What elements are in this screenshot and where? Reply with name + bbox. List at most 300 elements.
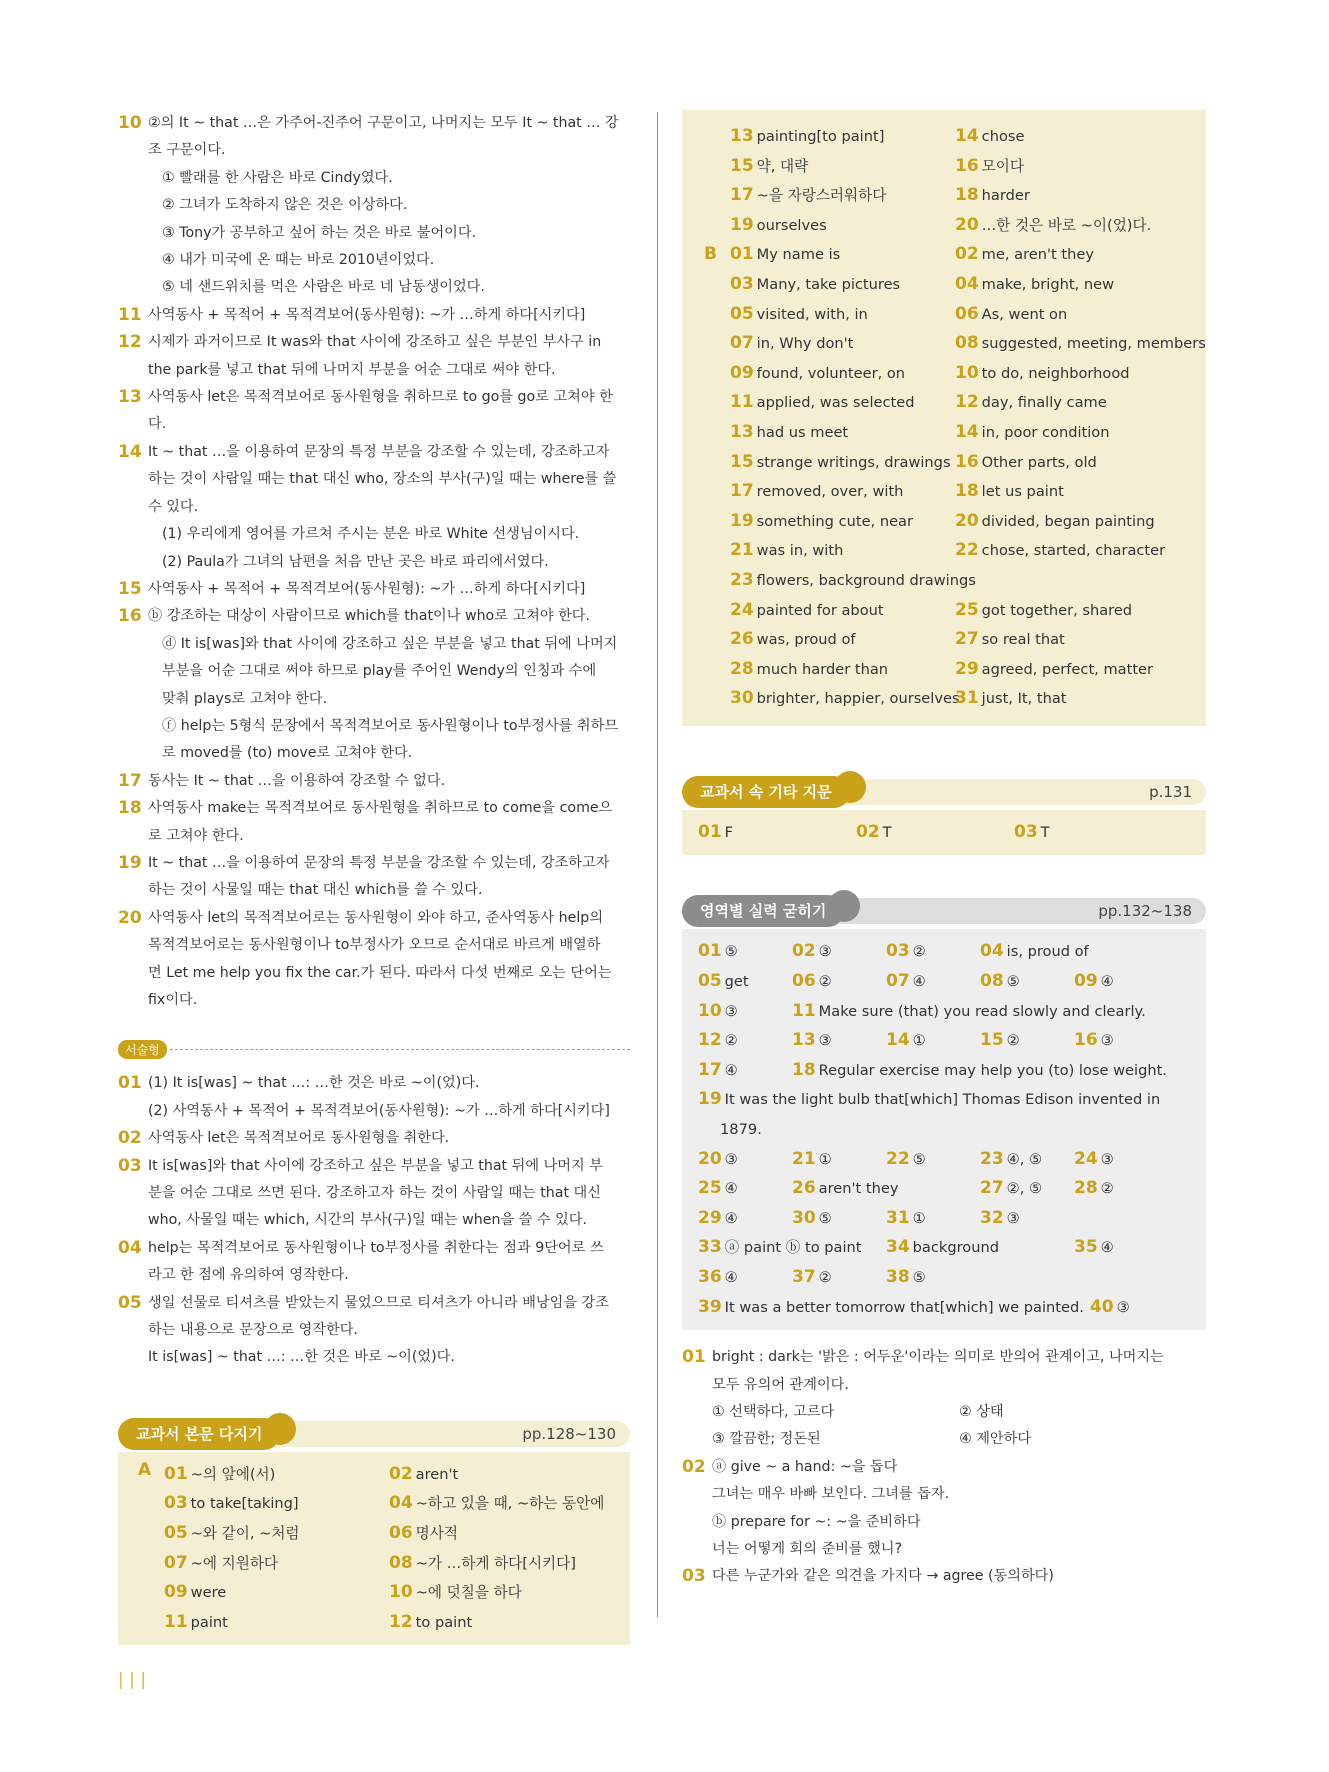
answer-cell [955, 536, 1180, 566]
answer-cell [955, 566, 1180, 596]
item-number: 13 [118, 387, 142, 408]
answer-grid [164, 1460, 614, 1638]
answer-text: just, It, that [981, 690, 1067, 708]
answer-number: 06 [389, 1523, 413, 1544]
item-text: fix이다. [148, 992, 198, 1008]
answer-cell [730, 596, 955, 626]
answer-number: 01 [698, 821, 722, 842]
answer-item [118, 329, 630, 384]
answer-cell [164, 1519, 389, 1549]
answer-cell [389, 1460, 614, 1490]
answer-text: ④ [724, 1269, 738, 1286]
answer-cell [1074, 1263, 1168, 1293]
item-number: 03 [118, 1155, 142, 1176]
left-column [118, 110, 630, 1645]
answer-cell [792, 937, 886, 967]
item-number: 03 [682, 1566, 706, 1587]
answer-cell [980, 937, 1089, 967]
answer-number: 33 [698, 1237, 722, 1258]
answer-number: 11 [792, 1000, 816, 1021]
item-number: 12 [118, 332, 142, 353]
answer-cell [1074, 1204, 1168, 1234]
answer-cell [698, 818, 856, 848]
answer-grid-a [730, 122, 1190, 240]
answer-number: 24 [1074, 1148, 1098, 1169]
answer-text: ② [818, 1269, 832, 1286]
answer-text: chose [981, 128, 1025, 145]
answer-text: to do, neighborhood [981, 364, 1130, 382]
answer-number: 25 [955, 599, 979, 620]
item-subtext: ③ Tony가 공부하고 싶어 하는 것은 바로 불어이다. [162, 224, 477, 241]
answer-number: 06 [955, 303, 979, 324]
answer-number: 21 [730, 540, 754, 561]
header-circle [834, 771, 866, 803]
answer-cell [792, 1026, 886, 1056]
answer-text: ② [818, 973, 832, 991]
answer-cell [792, 1263, 886, 1293]
answer-item [118, 850, 630, 905]
answer-item [118, 1290, 630, 1372]
section-title: 영역별 실력 굳히기 [682, 895, 844, 927]
answer-row [698, 1056, 1190, 1086]
answer-row [698, 997, 1190, 1027]
answer-cell [955, 448, 1180, 478]
answer-cell [698, 967, 792, 997]
answer-cell [730, 270, 955, 300]
answer-cell [698, 1085, 1190, 1115]
answer-number: 10 [698, 1000, 722, 1021]
answer-cell [886, 1026, 980, 1056]
item-text: It ~ that …을 이용하여 문장의 특정 부분을 강조할 수 있는데, 강조하고자 [148, 443, 610, 460]
answer-text: ③ [1006, 1209, 1020, 1227]
answer-text: ③ [1116, 1298, 1130, 1316]
section-letter: B [704, 244, 717, 265]
answer-row [698, 1204, 1190, 1234]
choice: ② 상태 [959, 1404, 1004, 1420]
answer-number: 27 [980, 1178, 1004, 1199]
answer-text: ④ [1100, 1239, 1114, 1257]
answer-number: 20 [955, 214, 979, 235]
answer-number: 18 [792, 1059, 816, 1080]
answer-text: It was the light bulb that[which] Thomas Edison invented in [724, 1091, 1161, 1109]
answer-cell [886, 1174, 980, 1204]
item-text: 그녀는 매우 바빠 보인다. 그녀를 돕자. [712, 1486, 950, 1503]
item-number: 04 [118, 1237, 142, 1258]
item-number: 05 [118, 1292, 142, 1313]
answer-cell [730, 240, 955, 270]
answer-number: 11 [730, 392, 754, 413]
answer-number: 05 [164, 1523, 188, 1544]
answer-cell [698, 1233, 886, 1263]
answer-cell [698, 1056, 792, 1086]
answer-number: 17 [698, 1059, 722, 1080]
answer-cell [792, 1174, 899, 1204]
answer-cell [730, 418, 955, 448]
answer-text: ⑤ [912, 1269, 926, 1286]
item-text: It ~ that …을 이용하여 문장의 특정 부분을 강조할 수 있는데, 강조하고자 [148, 854, 610, 871]
answer-number: 16 [1074, 1030, 1098, 1051]
answer-item [118, 905, 630, 1015]
answer-number: 01 [698, 941, 722, 962]
answer-cell [886, 1233, 1074, 1263]
textbook-section [118, 1416, 630, 1646]
answer-number: 13 [730, 126, 754, 146]
answer-box-inner [138, 1459, 614, 1638]
column-divider [657, 112, 658, 1617]
item-text: It is[was]와 that 사이에 강조하고 싶은 부분을 넣고 that 뒤에 나머지 부 [148, 1157, 603, 1174]
answer-row [698, 1145, 1190, 1175]
item-text: 하는 것이 사물일 때는 that 대신 which를 쓸 수 있다. [148, 882, 483, 899]
item-text: 분을 어순 그대로 쓰면 된다. 강조하고자 하는 것이 사람일 때는 that 대신 [148, 1185, 601, 1202]
answer-number: 10 [955, 362, 979, 383]
answer-cell [730, 684, 960, 714]
answer-text: ④ [1100, 973, 1114, 991]
answer-cell [792, 967, 886, 997]
answer-item [682, 1454, 1206, 1564]
answer-text: much harder than [756, 660, 889, 678]
answer-cell [1074, 967, 1168, 997]
item-subtext: (1) 우리에게 영어를 가르쳐 주시는 분은 바로 White 선생님이시다. [162, 526, 580, 543]
item-number: 02 [682, 1456, 706, 1477]
answer-text: My name is [756, 246, 841, 264]
answer-text: ~을 자랑스러워하다 [756, 187, 887, 205]
answer-text: ⑤ [818, 1209, 832, 1227]
section-letter: A [138, 1459, 152, 1480]
answer-item [118, 1235, 630, 1290]
answer-number: 19 [698, 1089, 722, 1110]
answer-text: applied, was selected [756, 394, 915, 412]
item-number: 11 [118, 304, 142, 325]
answer-number: 38 [886, 1267, 910, 1287]
item-subtext: ⓓ It is[was]와 that 사이에 강조하고 싶은 부분을 넣고 that 뒤에 나머지 [162, 635, 618, 652]
answer-cell [980, 1174, 1074, 1204]
answer-text: is, proud of [1006, 943, 1089, 961]
answer-number: 05 [698, 971, 722, 992]
item-number: 14 [118, 441, 142, 462]
answer-item [118, 768, 630, 795]
answer-text: let us paint [981, 483, 1064, 501]
spacer [682, 1330, 1206, 1344]
answer-cell [955, 300, 1180, 330]
answer-number: 39 [698, 1296, 722, 1317]
item-text: 면 Let me help you fix the car.가 된다. 따라서 다섯 번째로 오는 단어는 [148, 964, 612, 981]
answer-cell [389, 1549, 614, 1579]
answer-number: 14 [955, 421, 979, 442]
answer-cell [1014, 818, 1172, 848]
answer-text: Regular exercise may help you (to) lose weight. [818, 1061, 1167, 1079]
answer-text: harder [981, 187, 1030, 205]
answer-text: ⑤ [1006, 973, 1020, 991]
answer-text: 명사적 [415, 1525, 458, 1543]
answer-cell [730, 211, 955, 241]
answer-text: ~에 지원하다 [190, 1554, 279, 1572]
answer-cell [698, 1204, 792, 1234]
answer-box-inner [704, 122, 1206, 714]
answer-text: were [190, 1584, 227, 1602]
item-text: 너는 어떻게 회의 준비를 했니? [712, 1541, 903, 1558]
answer-cell [1090, 1293, 1130, 1323]
item-number: 02 [118, 1128, 142, 1149]
answer-cell [698, 1174, 792, 1204]
answer-cell [886, 1204, 980, 1234]
item-text: (2) 사역동사 + 목적어 + 목적격보어(동사원형): ~가 …하게 하다[시키다] [148, 1102, 610, 1119]
answer-number: 18 [955, 185, 979, 206]
item-text: 사역동사 let의 목적격보어로는 동사원형이 와야 하고, 준사역동사 help의 [148, 909, 604, 926]
answer-row [698, 1115, 1190, 1145]
answer-item [118, 302, 630, 329]
answer-text: ③ [724, 1150, 738, 1168]
answer-number: 19 [730, 510, 754, 531]
answer-cell [698, 1145, 792, 1175]
answer-row [698, 1174, 1190, 1204]
answer-text: It was a better tomorrow that[which] we painted. [724, 1298, 1084, 1316]
answer-number: 18 [955, 481, 979, 502]
answer-number: 40 [1089, 1296, 1114, 1317]
choice-row [712, 1426, 1206, 1453]
answer-cell [164, 1460, 389, 1490]
answer-text: chose, started, character [981, 542, 1166, 560]
answer-cell [980, 967, 1074, 997]
answer-cell [980, 1026, 1074, 1056]
answer-number: 08 [955, 333, 979, 354]
item-text: 하는 내용으로 문장으로 영작한다. [148, 1322, 358, 1339]
answer-text: ① [818, 1150, 832, 1168]
dotted-line [170, 1049, 630, 1050]
item-text: the park를 넣고 that 뒤에 나머지 부분을 어순 그대로 써야 한다. [148, 361, 556, 378]
answer-number: 35 [1074, 1237, 1098, 1258]
answer-number: 10 [389, 1582, 413, 1603]
answer-text: ② [912, 943, 926, 961]
answer-text: ~와 같이, ~처럼 [190, 1525, 300, 1543]
answer-number: 14 [955, 126, 979, 146]
answer-number: 26 [792, 1178, 816, 1199]
answer-number: 02 [792, 941, 816, 962]
answer-number: 11 [164, 1611, 188, 1632]
answer-number: 07 [164, 1552, 188, 1573]
answer-number: 15 [980, 1030, 1004, 1051]
answer-cell [389, 1578, 614, 1608]
answer-number: 07 [730, 333, 754, 354]
answer-row [698, 818, 1190, 848]
answer-cell [1074, 937, 1168, 967]
answer-text: …한 것은 바로 ~이(었)다. [981, 216, 1152, 234]
item-text: 사역동사 let은 목적격보어로 동사원형을 취하므로 to go를 go로 고쳐야 한다. [148, 389, 613, 433]
item-number: 10 [118, 113, 142, 133]
item-number: 20 [118, 907, 142, 928]
item-number: 15 [118, 578, 142, 599]
seosul-header [118, 1034, 630, 1064]
answer-cell [955, 329, 1206, 359]
choice: ① 선택하다, 고르다 [712, 1404, 835, 1420]
answer-number: 12 [955, 392, 979, 413]
answer-item [118, 576, 630, 603]
answer-text: paint [190, 1613, 228, 1631]
header-circle [264, 1413, 296, 1445]
answer-cell [886, 967, 980, 997]
answer-cell [955, 270, 1180, 300]
item-subtext: 맞춰 plays로 고쳐야 한다. [162, 690, 328, 707]
page-footer: | | | [118, 1670, 147, 1690]
answer-box [682, 810, 1206, 856]
item-text: 하는 것이 사람일 때는 that 대신 who, 장소의 부사(구)일 때는 where를 쓸 [148, 471, 617, 488]
answer-number: 22 [886, 1148, 910, 1169]
answer-number: 19 [730, 214, 754, 235]
answer-text: ④ [724, 1061, 738, 1079]
answer-text: ③ [818, 1032, 832, 1050]
answer-row [698, 1026, 1190, 1056]
section-title: 교과서 본문 다지기 [118, 1418, 280, 1450]
answer-text: divided, began painting [981, 512, 1155, 530]
answer-number: 23 [730, 569, 754, 590]
answer-text: ④ [724, 1209, 738, 1227]
answer-number: 27 [955, 629, 979, 650]
section-title: 교과서 속 기타 지문 [682, 776, 850, 808]
answer-text: ⑤ [912, 1150, 926, 1168]
answer-cell [1074, 1145, 1168, 1175]
item-text: It is[was] ~ that …: …한 것은 바로 ~이(었)다. [148, 1349, 455, 1366]
answer-text: T [1040, 823, 1050, 841]
answer-number: 21 [792, 1148, 816, 1169]
item-text: 로 고쳐야 한다. [148, 827, 244, 844]
answer-text: me, aren't they [981, 246, 1094, 264]
answer-cell [955, 477, 1180, 507]
item-text: (1) It is[was] ~ that …: …한 것은 바로 ~이(었)다. [148, 1075, 480, 1092]
answer-cell [164, 1608, 389, 1638]
answer-cell [886, 1145, 980, 1175]
answer-text: Other parts, old [981, 453, 1097, 471]
item-text: ⓑ 강조하는 대상이 사람이므로 which를 that이나 who로 고쳐야 한다. [148, 608, 591, 625]
spacer [682, 726, 1206, 774]
answer-text: found, volunteer, on [756, 364, 906, 382]
answer-cell [955, 684, 1180, 714]
item-subtext: ④ 내가 미국에 온 때는 바로 2010년이었다. [162, 252, 435, 269]
answer-number: 09 [1074, 971, 1098, 992]
answer-number: 30 [730, 688, 754, 709]
answer-row [698, 1233, 1190, 1263]
answer-text: ourselves [756, 216, 827, 234]
answer-number: 03 [730, 273, 754, 294]
answer-number: 02 [389, 1463, 413, 1484]
item-subtext: ② 그녀가 도착하지 않은 것은 이상하다. [162, 197, 408, 214]
answer-cell [955, 418, 1180, 448]
item-text: 조 구문이다. [148, 142, 226, 159]
answer-text: F [724, 823, 734, 841]
answer-number: 01 [164, 1463, 188, 1484]
answer-item [118, 110, 630, 302]
section-header [682, 893, 1206, 929]
answer-cell [955, 596, 1180, 626]
answer-cell [730, 566, 976, 596]
item-subtext: ⑤ 네 샌드위치를 먹은 사람은 바로 네 남동생이었다. [162, 279, 485, 296]
answer-number: 20 [698, 1148, 722, 1169]
choice-row [712, 1399, 1206, 1426]
answer-cell [955, 359, 1180, 389]
answer-group-b [704, 240, 1206, 714]
answer-text: painting[to paint] [756, 128, 885, 145]
answer-item [118, 1125, 630, 1152]
answer-item [118, 1070, 630, 1125]
answer-cell [792, 1145, 886, 1175]
answer-text: ④ [724, 1180, 738, 1198]
answer-text: painted for about [756, 601, 884, 619]
item-number: 01 [682, 1347, 706, 1368]
answer-cell [389, 1519, 614, 1549]
answer-cell [886, 937, 980, 967]
answer-number: 25 [698, 1178, 722, 1199]
answer-number: 13 [730, 421, 754, 442]
answer-text: 1879. [720, 1121, 762, 1139]
item-text: who, 사물일 때는 which, 시간의 부사(구)일 때는 when을 쓸 수 있다. [148, 1212, 588, 1229]
item-number: 18 [118, 798, 142, 819]
choice: ④ 제안하다 [959, 1431, 1032, 1448]
item-text: 동사는 It ~ that …을 이용하여 강조할 수 없다. [148, 772, 446, 789]
answer-number: 17 [730, 481, 754, 502]
answer-number: 01 [730, 244, 754, 265]
answer-text: was, proud of [756, 631, 856, 649]
section-pages: pp.132~138 [1098, 902, 1192, 921]
seosul-label: 서술형 [118, 1040, 167, 1059]
answer-grid-b [730, 240, 1206, 714]
answer-number: 31 [955, 688, 979, 709]
answer-number: 15 [730, 155, 754, 176]
item-subtext: ⓕ help는 5형식 문장에서 목적격보어로 동사원형이나 to부정사를 취하므 [162, 717, 619, 734]
answer-cell [1074, 1026, 1168, 1056]
answer-cell [886, 1263, 980, 1293]
answer-cell [1074, 1233, 1190, 1263]
section-header [682, 774, 1206, 810]
answer-text: ③ [1100, 1032, 1114, 1050]
answer-number: 14 [886, 1030, 910, 1051]
item-text: 모두 유의어 관계이다. [712, 1376, 849, 1393]
answer-cell [955, 122, 1180, 152]
item-text: 시제가 과거이므로 It was와 that 사이에 강조하고 싶은 부분인 부사구 in [148, 334, 602, 351]
answer-text: ⑤ [724, 943, 738, 961]
answer-item [118, 795, 630, 850]
answer-item [682, 1563, 1206, 1590]
spacer [682, 855, 1206, 893]
answer-cell [730, 359, 955, 389]
answer-number: 20 [955, 510, 979, 531]
answer-row [698, 1293, 1190, 1323]
answer-cell [980, 1145, 1074, 1175]
answer-text: got together, shared [981, 601, 1133, 619]
answer-number: 04 [389, 1493, 413, 1514]
answer-text: something cute, near [756, 512, 913, 530]
answer-number: 36 [698, 1267, 722, 1287]
item-number: 19 [118, 852, 142, 873]
answer-text: suggested, meeting, members [981, 335, 1206, 353]
answer-number: 09 [730, 362, 754, 383]
item-text: 다른 누군가와 같은 의견을 가지다 → agree (동의하다) [712, 1568, 1054, 1585]
answer-text: strange writings, drawings [756, 453, 951, 471]
answer-number: 28 [730, 658, 754, 679]
answer-cell [389, 1608, 614, 1638]
answer-number: 30 [792, 1207, 816, 1228]
item-subtext: (2) Paula가 그녀의 남편을 처음 만난 곳은 바로 파리에서였다. [162, 553, 549, 570]
answer-cell [955, 388, 1180, 418]
answer-cell [955, 181, 1180, 211]
item-number: 17 [118, 770, 142, 791]
answer-number: 28 [1074, 1178, 1098, 1199]
answer-number: 24 [730, 599, 754, 620]
answer-cell [955, 211, 1180, 241]
answer-text: removed, over, with [756, 483, 904, 501]
answer-row [698, 1263, 1190, 1293]
item-subtext: 로 moved를 (to) move로 고쳐야 한다. [162, 745, 413, 762]
answer-item [682, 1344, 1206, 1454]
item-number: 16 [118, 606, 142, 627]
answer-cell [955, 507, 1180, 537]
